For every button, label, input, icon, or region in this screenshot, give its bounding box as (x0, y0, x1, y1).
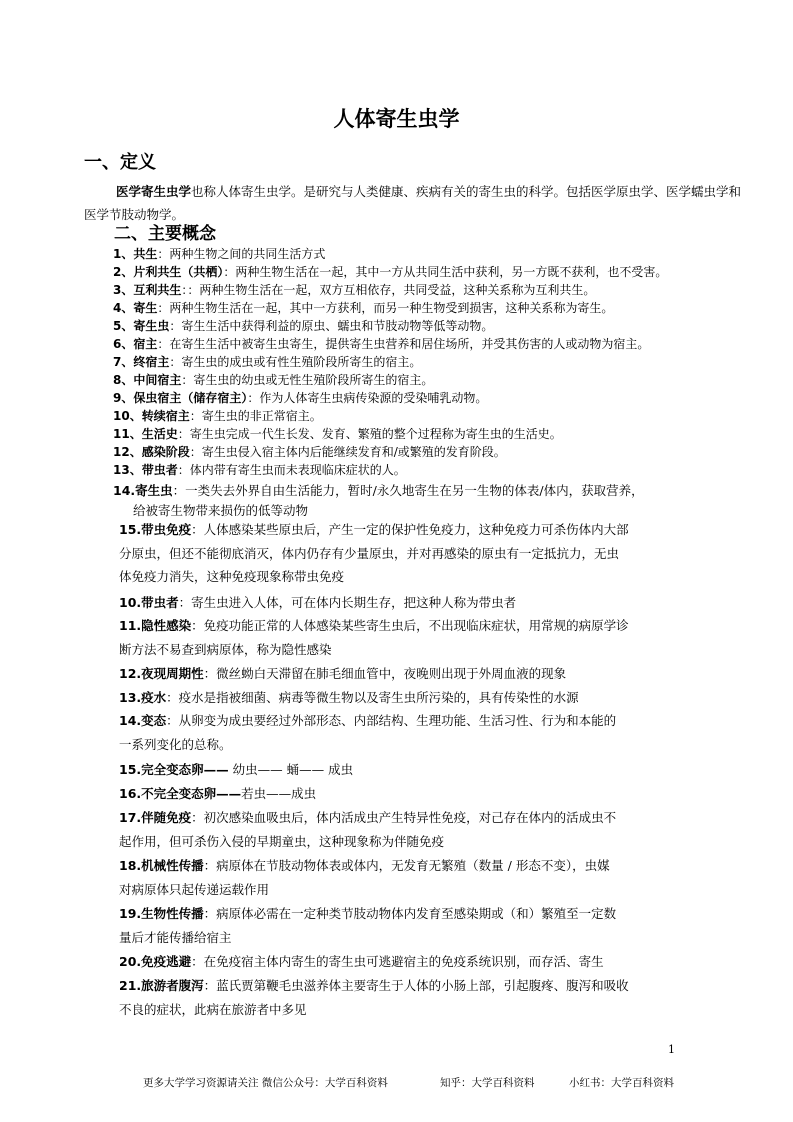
concept-item (119, 758, 699, 782)
item-text-continued: 起作用，但可杀伤入侵的早期童虫，这种现象称为伴随免疫 (119, 833, 445, 849)
item-text: ：寄生虫侵入宿主体内后能继续发育和/或繁殖的发育阶段。 (189, 445, 506, 459)
item-term: 寄生虫 (135, 483, 173, 498)
concept-item (113, 481, 644, 521)
concept-item (113, 461, 406, 478)
item-number: 7、 (113, 355, 134, 369)
item-term: 18.机械性传播 (119, 858, 204, 873)
item-text: ：寄生虫的幼虫或无性生殖阶段所寄生的宿主。 (181, 373, 434, 387)
item-number: 5、 (113, 319, 134, 333)
item-text-continued: 分原虫，但还不能彻底消灭，体内仍存有少量原虫，并对再感染的原虫有一定抵抗力，无虫 (119, 545, 620, 561)
item-text: ：微丝蚴白天滞留在肺毛细血管中，夜晚则出现于外周血液的现象 (203, 666, 567, 681)
item-text: ：寄生虫的非正常宿主。 (189, 409, 322, 423)
item-text-continued: 不良的症状，此病在旅游者中多见 (119, 1001, 307, 1017)
concept-item (119, 854, 699, 901)
item-text: ：作为人体寄生虫病传染源的受染哺乳动物。 (247, 391, 488, 405)
item-text: ：寄生虫的成虫或有性生殖阶段所寄生的宿主。 (169, 355, 422, 369)
item-number: 13、 (113, 463, 142, 477)
concept-item (113, 299, 613, 316)
concept-item (119, 686, 699, 710)
item-number: 3、 (113, 283, 134, 297)
item-text: ：寄生虫进入人体，可在体内长期生存，把这种人称为带虫者 (178, 595, 517, 610)
item-number: 14. (113, 483, 136, 498)
item-term: 19.生物性传播 (119, 906, 204, 921)
concept-item (113, 443, 506, 460)
item-text-continued: 断方法不易查到病原体，称为隐性感染 (119, 641, 332, 657)
concept-item (119, 709, 699, 756)
concept-item (119, 782, 699, 806)
item-term: 寄生 (133, 301, 158, 315)
concept-item (113, 425, 562, 442)
concept-item (113, 389, 487, 406)
item-term: 寄生虫 (133, 319, 170, 333)
item-text: ：免疫功能正常的人体感染某些寄生虫后，不出现临床症状，用常规的病原学诊 (191, 618, 629, 633)
concept-item (113, 335, 649, 352)
item-text: ：体内带有寄生虫而未表现临床症状的人。 (177, 463, 406, 477)
item-term: 生活史 (141, 427, 178, 441)
page-title: 人体寄生虫学 (333, 107, 460, 131)
item-term: 终宿主 (133, 355, 170, 369)
item-text: ：病原体必需在一定种类节肢动物体内发育至感染期或（和）繁殖至一定数 (203, 906, 617, 921)
item-text: ：病原体在节肢动物体表或体内，无发育无繁殖（数量 / 形态不变），虫媒 (203, 858, 610, 873)
item-term: 16.不完全变态卵—— (119, 786, 242, 801)
item-text: ：：两种生物生活在一起，双方互相依存，共同受益，这种关系称为互利共生。 (181, 283, 596, 297)
item-text: ：寄生虫完成一代生长发、发育、繁殖的整个过程称为寄生虫的生活史。 (177, 427, 562, 441)
item-text: 若虫——成虫 (241, 786, 317, 801)
concept-item (119, 518, 699, 589)
item-text: ：两种生物之间的共同生活方式 (157, 247, 326, 261)
footer-xiaohongshu: 小红书：大学百科资料 (569, 1077, 674, 1089)
definition-term: 医学寄生虫学 (116, 184, 192, 199)
item-number: 11、 (113, 427, 142, 441)
item-text: ：寄生生活中获得利益的原虫、蠕虫和节肢动物等低等动物。 (169, 319, 494, 333)
item-text: ：两种生物生活在一起，其中一方获利，而另一种生物受到损害，这种关系称为寄生。 (157, 301, 614, 315)
item-text: ：人体感染某些原虫后，产生一定的保护性免疫力，这种免疫力可杀伤体内大部 (191, 522, 629, 537)
item-number: 8、 (113, 373, 134, 387)
item-text-continued: 体免疫力消失，这种免疫现象称带虫免疫 (119, 569, 345, 585)
item-number: 9、 (113, 391, 134, 405)
item-term: 中间宿主 (133, 373, 182, 387)
item-term: 13.疫水 (119, 690, 167, 705)
item-number: 10、 (113, 409, 142, 423)
item-term: 共生 (133, 247, 158, 261)
item-term: 转续宿主 (141, 409, 190, 423)
concept-item (113, 245, 325, 262)
concept-item (113, 407, 322, 424)
item-term: 17.伴随免疫 (119, 810, 192, 825)
item-text: ：在免疫宿主体内寄生的寄生虫可逃避宿主的免疫系统识别，而存活、寄生 (191, 954, 604, 969)
item-text-continued: 对病原体只起传递运载作用 (119, 881, 270, 897)
item-text-continued: 量后才能传播给宿主 (119, 929, 232, 945)
item-term: 宿主 (133, 337, 158, 351)
item-term: 15.完全变态卵—— (119, 762, 229, 777)
item-number: 4、 (113, 301, 134, 315)
item-term: 感染阶段 (141, 445, 190, 459)
item-term: 带虫者 (141, 463, 178, 477)
item-number: 1、 (113, 247, 134, 261)
item-term: 片利共生（共栖） (133, 265, 224, 279)
concept-item (119, 902, 699, 949)
footer-wechat: 更多大学学习资源请关注 微信公众号：大学百科资料 (143, 1077, 388, 1089)
section-heading-definition: 一、定义 (84, 152, 156, 173)
concept-item (119, 614, 699, 661)
item-text: ：蓝氏贾第鞭毛虫滋养体主要寄生于人体的小肠上部，引起腹疼、腹泻和吸收 (203, 978, 629, 993)
concept-item (113, 317, 493, 334)
definition-text: 也称人体寄生虫学。是研究与人类健康、疾病有关的寄生虫的科学。包括医学原虫学、医学蠕虫学和医学节肢动物学。 (84, 184, 742, 222)
section-heading-concepts: 二、主要概念 (114, 224, 216, 244)
item-text: ：疫水是指被细菌、病毒等微生物以及寄生虫所污染的，具有传染性的水源 (166, 690, 579, 705)
concept-item (113, 263, 667, 280)
item-number: 2、 (113, 265, 134, 279)
concept-item (119, 950, 699, 974)
item-term: 10.带虫者 (119, 595, 179, 610)
item-term: 保虫宿主（储存宿主） (133, 391, 248, 405)
footer-zhihu: 知乎：大学百科资料 (440, 1077, 535, 1089)
item-text: ：从卵变为成虫要经过外部形态、内部结构、生理功能、生活习性、行为和本能的 (166, 713, 617, 728)
item-text: 幼虫—— 蛹—— 成虫 (228, 762, 354, 777)
item-text: ：一类失去外界自由生活能力，暂时/永久地寄生在另一生物的体表/体内，获取营养， (172, 483, 644, 498)
item-text: ：两种生物生活在一起，其中一方从共同生活中获利，另一方既不获利，也不受害。 (223, 265, 668, 279)
page-number: 1 (668, 1043, 675, 1056)
item-text: ：初次感染血吸虫后，体内活成虫产生特异性免疫，对己存在体内的活成虫不 (191, 810, 617, 825)
item-term: 21.旅游者腹泻 (119, 978, 204, 993)
item-number: 6、 (113, 337, 134, 351)
concept-item (113, 353, 421, 370)
item-text-continued: 给被寄生物带来损伤的低等动物 (133, 503, 309, 518)
item-term: 互利共生 (133, 283, 182, 297)
concept-item (113, 281, 595, 298)
item-text-continued: 一系列变化的总称。 (119, 736, 232, 752)
item-text: ：在寄生生活中被寄生虫寄生，提供寄生虫营养和居住场所，并受其伤害的人或动物为宿主。 (157, 337, 650, 351)
concept-item (119, 974, 699, 1021)
item-number: 12、 (113, 445, 142, 459)
item-term: 11.隐性感染 (119, 618, 192, 633)
item-term: 20.免疫逃避 (119, 954, 192, 969)
concept-item (113, 371, 433, 388)
item-term: 14.变态 (119, 713, 167, 728)
concept-item (119, 591, 699, 615)
concept-item (119, 806, 699, 853)
item-term: 12.夜现周期性 (119, 666, 204, 681)
item-term: 15.带虫免疫 (119, 522, 192, 537)
concept-item (119, 662, 699, 686)
